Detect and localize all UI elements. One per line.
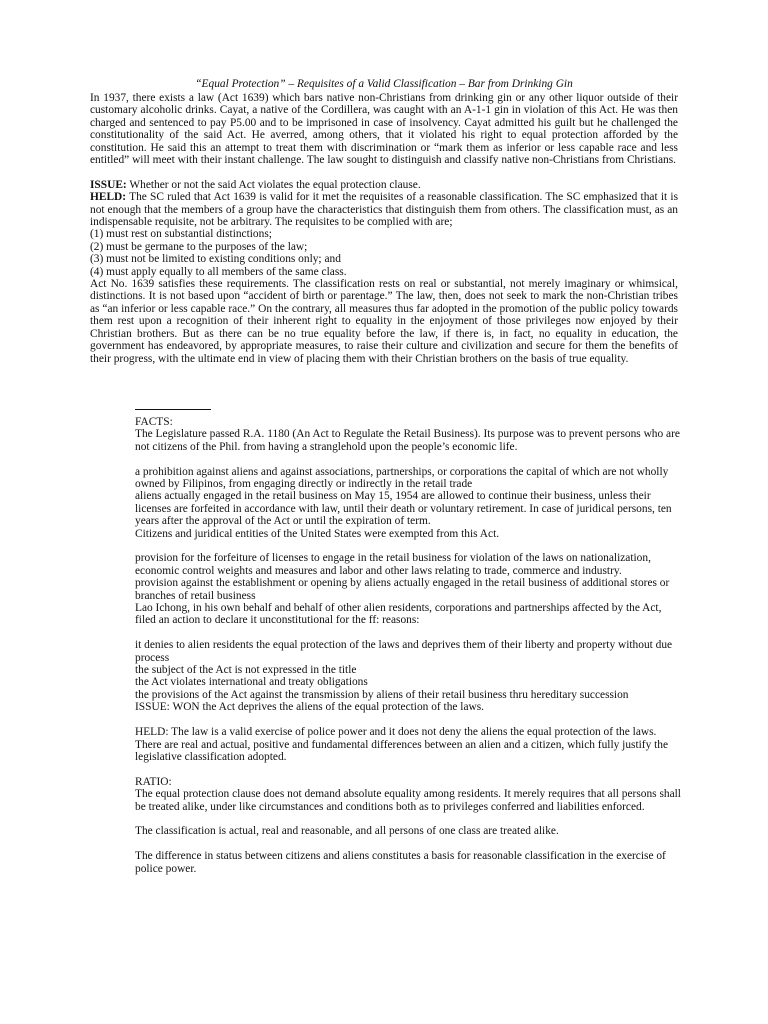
facts-heading: FACTS: (135, 416, 173, 428)
provision-item: provision for the forfeiture of licenses to engage in the retail business for violation of the laws on nationalization, economic control weights and measures and labor and other laws relating to trade, commerce and industry. (135, 552, 651, 577)
provision-item: provision against the establishment or opening by aliens actually engaged in the retail business of additional stores or branches of retail business (135, 577, 670, 602)
reason-item: the Act violates international and treaty obligations (135, 676, 368, 689)
document-title: “Equal Protection” – Requisites of a Valid Classification – Bar from Drinking Gin (195, 78, 573, 90)
facts-intro: The Legislature passed R.A. 1180 (An Act to Regulate the Retail Business). Its purpose was to prevent persons who are not citizens of the Phil. from having a stranglehold upon the people’s economic life. (135, 428, 680, 453)
case-two-section (135, 416, 683, 875)
issue-label: ISSUE: (90, 178, 127, 191)
issue-two-paragraph: ISSUE: WON the Act deprives the aliens of the equal protection of the laws. (135, 701, 485, 714)
intro-paragraph: In 1937, there exists a law (Act 1639) which bars native non-Christians from drinking gin or any other liquor outside of their customary alcoholic drinks. Cayat, a native of the Cordillera, was caught with an A-1-1 gin in violation of this Act. He was then charged and sentenced to pay P5.00 and to be imprisoned in case of insolvency. Cayat admitted his guilt but he challenged the constitutionality of the said Act. He averred, among others, that it violated his right to equal protection afforded by the constitution. He said this an attempt to treat them with discrimination or “mark them as inferior or less capable race and less entitled” will meet with their instant challenge. The law sought to distinguish and classify native non-Christians from Christians. (90, 92, 678, 167)
spacer (135, 813, 683, 825)
requisite-item: (2) must be germane to the purposes of the law; (90, 240, 308, 253)
spacer (135, 453, 683, 465)
requisite-item: (1) must rest on substantial distinctions; (90, 228, 272, 241)
provision-item: Lao Ichong, in his own behalf and behalf of other alien residents, corporations and partnerships affected by the Act, filed an action to declare it unconstitutional for the ff: reasons: (135, 602, 662, 627)
ratio-heading: RATIO: (135, 775, 172, 788)
spacer (135, 763, 683, 775)
spacer (135, 627, 683, 639)
section-divider (135, 409, 211, 410)
held-label: HELD: (90, 191, 127, 204)
ratio-paragraph: The difference in status between citizens and aliens constitutes a basis for reasonable classification in the exercise of police power. (135, 850, 666, 875)
spacer (90, 166, 678, 178)
provision-item: aliens actually engaged in the retail business on May 15, 1954 are allowed to continue their business, unless their licenses are forfeited in accordance with law, until their death or voluntary retirement. In case of juridical persons, ten years after the approval of the Act or until the expiration of term. (135, 490, 672, 528)
requisite-item: (4) must apply equally to all members of the same class. (90, 265, 347, 278)
ratio-paragraph: The classification is actual, real and reasonable, and all persons of one class are treated alike. (135, 825, 559, 838)
spacer (135, 714, 683, 726)
held-text: The SC ruled that Act 1639 is valid for it met the requisites of a reasonable classification. The SC emphasized that it is not enough that the members of a group have the characteristics that distinguish them from others. The classification must, as an indispensable requisite, not be arbitrary. The requisites to be complied with are; (90, 191, 678, 229)
issue-paragraph (90, 179, 678, 191)
spacer (135, 540, 683, 552)
issue-text: Whether or not the said Act violates the equal protection clause. (126, 178, 421, 191)
case-one-section (90, 92, 678, 365)
provision-item: Citizens and juridical entities of the United States were exempted from this Act. (135, 527, 500, 540)
held-two-paragraph: HELD: The law is a valid exercise of police power and it does not deny the aliens the equal protection of the laws. There are real and actual, positive and fundamental differences between an alien and a citizen, which fully justify the legislative classification adopted. (135, 726, 669, 763)
reason-item: the subject of the Act is not expressed in the title (135, 664, 357, 677)
requisite-item: (3) must not be limited to existing conditions only; and (90, 253, 341, 266)
conclusion-paragraph: Act No. 1639 satisfies these requirements. The classification rests on real or substantial, not merely imaginary or whimsical, distinctions. It is not based upon “accident of birth or parentage.” The law, then, does not seek to mark the non-Christian tribes as “an inferior or less capable race.” On the contrary, all measures thus far adopted in the promotion of the public policy towards them rest upon a recognition of their inherent right to equality in the enjoyment of those privileges now enjoyed by their Christian brothers. But as there can be no true equality before the law, if there is, in fact, no equality in education, the government has endeavored, by appropriate measures, to raise their culture and civilization and secure for them the benefits of their progress, with the ultimate end in view of placing them with their Christian brothers on the basis of true equality. (90, 278, 678, 365)
spacer (135, 838, 683, 850)
held-paragraph (90, 191, 678, 228)
reason-item: it denies to alien residents the equal protection of the laws and deprives them of their liberty and property without due process (135, 639, 673, 664)
ratio-paragraph: The equal protection clause does not demand absolute equality among residents. It merely requires that all persons shall be treated alike, under like circumstances and conditions both as to privileges conferred and liabilities enforced. (135, 788, 681, 813)
reason-item: the provisions of the Act against the transmission by aliens of their retail business thru hereditary succession (135, 688, 629, 701)
provision-item: a prohibition against aliens and against associations, partnerships, or corporations the capital of which are not wholly owned by Filipinos, from engaging directly or indirectly in the retail trade (135, 465, 669, 491)
